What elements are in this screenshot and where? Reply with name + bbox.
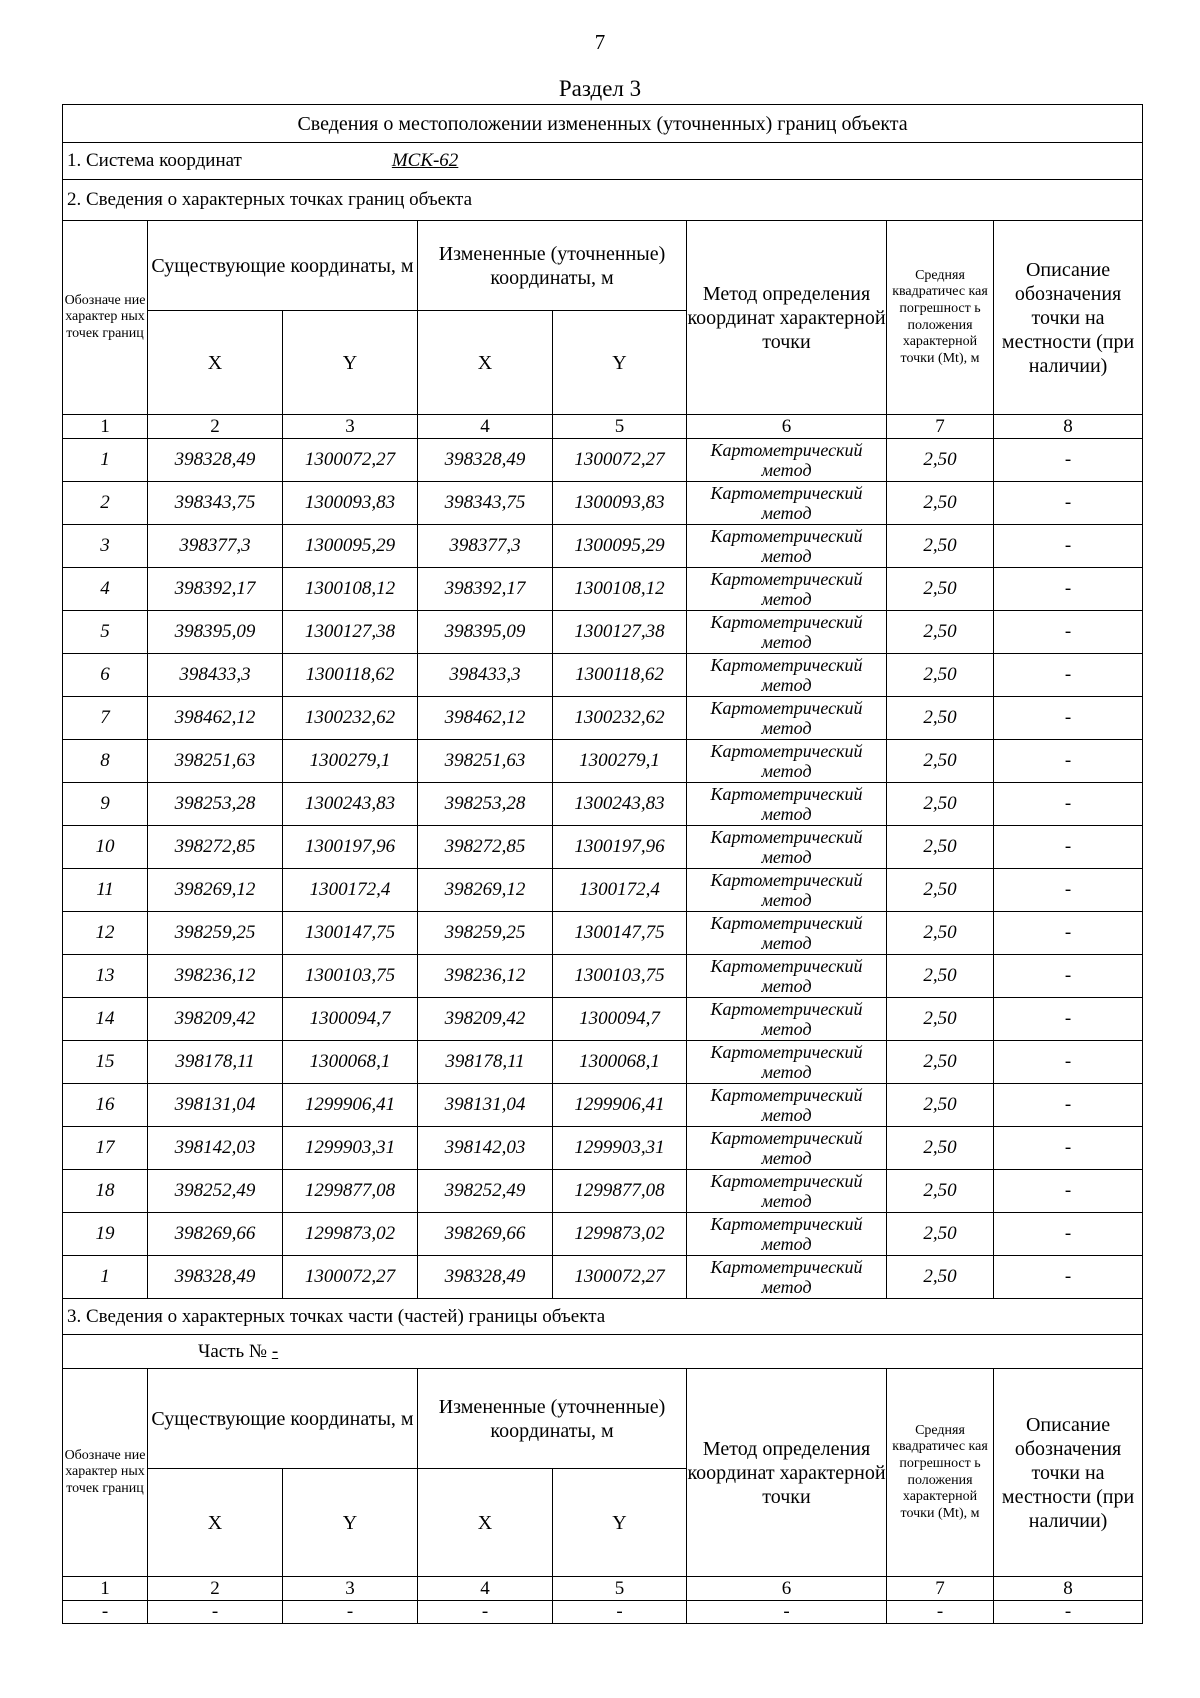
point-row: [63, 955, 1143, 998]
method: Картометрический метод: [687, 1256, 887, 1299]
description: -: [994, 869, 1143, 912]
changed-x: 398209,42: [418, 998, 553, 1041]
description: -: [994, 1084, 1143, 1127]
mt-value: 2,50: [887, 525, 994, 568]
point-row: [63, 998, 1143, 1041]
changed-x: 398433,3: [418, 654, 553, 697]
mt-value: 2,50: [887, 740, 994, 783]
existing-y: 1300094,7: [283, 998, 418, 1041]
part-header-description: Описание обозначения точки на местности (при наличии): [994, 1369, 1143, 1577]
point-number: 11: [63, 869, 148, 912]
changed-x: 398178,11: [418, 1041, 553, 1084]
description: -: [994, 439, 1143, 482]
description: -: [994, 568, 1143, 611]
parts-heading: 3. Сведения о характерных точках части (частей) границы объекта: [63, 1299, 1143, 1335]
description: -: [994, 998, 1143, 1041]
existing-y: 1299906,41: [283, 1084, 418, 1127]
existing-y: 1300093,83: [283, 482, 418, 525]
point-row: [63, 439, 1143, 482]
existing-x: 398269,66: [148, 1213, 283, 1256]
changed-y: 1300232,62: [553, 697, 687, 740]
method: Картометрический метод: [687, 1041, 887, 1084]
coord-system-label: 1. Система координат: [67, 150, 242, 172]
part-cell: -: [418, 1601, 553, 1624]
coord-system-value: МСК-62: [391, 150, 459, 172]
mt-value: 2,50: [887, 482, 994, 525]
existing-y: 1300068,1: [283, 1041, 418, 1084]
existing-x: 398269,12: [148, 869, 283, 912]
changed-x: 398251,63: [418, 740, 553, 783]
header-description: Описание обозначения точки на местности (при наличии): [994, 221, 1143, 415]
point-row: [63, 1213, 1143, 1256]
existing-x: 398343,75: [148, 482, 283, 525]
changed-y: 1300093,83: [553, 482, 687, 525]
point-number: 8: [63, 740, 148, 783]
column-numbers-row: [63, 415, 1143, 439]
column-number: 2: [148, 415, 283, 439]
mt-value: 2,50: [887, 611, 994, 654]
method: Картометрический метод: [687, 955, 887, 998]
point-row: [63, 525, 1143, 568]
changed-y: 1300147,75: [553, 912, 687, 955]
changed-x: 398462,12: [418, 697, 553, 740]
changed-y: 1300068,1: [553, 1041, 687, 1084]
changed-y: 1300118,62: [553, 654, 687, 697]
part-column-number: 6: [687, 1577, 887, 1601]
part-cell: -: [283, 1601, 418, 1624]
point-number: 9: [63, 783, 148, 826]
changed-y: 1300103,75: [553, 955, 687, 998]
part-number-row: [63, 1335, 1143, 1369]
method: Картометрический метод: [687, 912, 887, 955]
changed-x: 398392,17: [418, 568, 553, 611]
description: -: [994, 697, 1143, 740]
existing-x: 398377,3: [148, 525, 283, 568]
part-cell: -: [994, 1601, 1143, 1624]
column-number: 8: [994, 415, 1143, 439]
existing-y: 1300279,1: [283, 740, 418, 783]
point-number: 2: [63, 482, 148, 525]
existing-y: 1300172,4: [283, 869, 418, 912]
changed-y: 1300243,83: [553, 783, 687, 826]
method: Картометрический метод: [687, 826, 887, 869]
header-existing-coords: Существующие координаты, м: [148, 221, 418, 311]
column-number: 1: [63, 415, 148, 439]
existing-y: 1299903,31: [283, 1127, 418, 1170]
changed-y: 1300108,12: [553, 568, 687, 611]
existing-y: 1300072,27: [283, 1256, 418, 1299]
part-column-number: 1: [63, 1577, 148, 1601]
part-cell: -: [148, 1601, 283, 1624]
part-header-x-changed: X: [418, 1469, 553, 1577]
part-cell: -: [553, 1601, 687, 1624]
column-number: 6: [687, 415, 887, 439]
header-error: Средняя квадратичес кая погрешност ь положения характерной точки (Mt), м: [887, 221, 994, 415]
header-method: Метод определения координат характерной точки: [687, 221, 887, 415]
point-number: 10: [63, 826, 148, 869]
changed-x: 398328,49: [418, 1256, 553, 1299]
method: Картометрический метод: [687, 998, 887, 1041]
header-point-designation: Обозначе ние характер ных точек границ: [63, 221, 148, 415]
part-data-row: [63, 1601, 1143, 1624]
mt-value: 2,50: [887, 1213, 994, 1256]
existing-x: 398462,12: [148, 697, 283, 740]
mt-value: 2,50: [887, 955, 994, 998]
point-row: [63, 654, 1143, 697]
point-row: [63, 1127, 1143, 1170]
description: -: [994, 1256, 1143, 1299]
changed-y: 1300072,27: [553, 439, 687, 482]
existing-x: 398395,09: [148, 611, 283, 654]
point-number: 18: [63, 1170, 148, 1213]
method: Картометрический метод: [687, 1127, 887, 1170]
mt-value: 2,50: [887, 826, 994, 869]
point-number: 5: [63, 611, 148, 654]
coord-system-row: [63, 143, 1143, 180]
point-number: 3: [63, 525, 148, 568]
mt-value: 2,50: [887, 869, 994, 912]
point-number: 16: [63, 1084, 148, 1127]
point-number: 4: [63, 568, 148, 611]
existing-x: 398272,85: [148, 826, 283, 869]
column-number: 7: [887, 415, 994, 439]
header-y-existing: Y: [283, 311, 418, 415]
mt-value: 2,50: [887, 912, 994, 955]
changed-x: 398253,28: [418, 783, 553, 826]
description: -: [994, 740, 1143, 783]
description: -: [994, 783, 1143, 826]
header-x-changed: X: [418, 311, 553, 415]
point-number: 1: [63, 439, 148, 482]
mt-value: 2,50: [887, 654, 994, 697]
description: -: [994, 955, 1143, 998]
part-column-number: 5: [553, 1577, 687, 1601]
description: -: [994, 611, 1143, 654]
existing-y: 1300232,62: [283, 697, 418, 740]
method: Картометрический метод: [687, 1213, 887, 1256]
point-number: 6: [63, 654, 148, 697]
header-x-existing: X: [148, 311, 283, 415]
part-cell: -: [63, 1601, 148, 1624]
description: -: [994, 525, 1143, 568]
existing-y: 1300147,75: [283, 912, 418, 955]
point-row: [63, 1256, 1143, 1299]
existing-x: 398328,49: [148, 1256, 283, 1299]
part-value: -: [271, 1340, 279, 1362]
description: -: [994, 1213, 1143, 1256]
changed-y: 1300094,7: [553, 998, 687, 1041]
changed-y: 1300127,38: [553, 611, 687, 654]
mt-value: 2,50: [887, 1256, 994, 1299]
part-column-number: 2: [148, 1577, 283, 1601]
changed-x: 398377,3: [418, 525, 553, 568]
method: Картометрический метод: [687, 1170, 887, 1213]
point-row: [63, 611, 1143, 654]
method: Картометрический метод: [687, 482, 887, 525]
point-row: [63, 568, 1143, 611]
mt-value: 2,50: [887, 1084, 994, 1127]
point-row: [63, 912, 1143, 955]
point-row: [63, 1170, 1143, 1213]
method: Картометрический метод: [687, 654, 887, 697]
point-number: 7: [63, 697, 148, 740]
column-number: 4: [418, 415, 553, 439]
changed-y: 1299906,41: [553, 1084, 687, 1127]
mt-value: 2,50: [887, 783, 994, 826]
existing-x: 398251,63: [148, 740, 283, 783]
method: Картометрический метод: [687, 525, 887, 568]
mt-value: 2,50: [887, 568, 994, 611]
point-number: 13: [63, 955, 148, 998]
point-number: 17: [63, 1127, 148, 1170]
part-column-number: 8: [994, 1577, 1143, 1601]
part-header-changed-coords: Измененные (уточненные) координаты, м: [418, 1369, 687, 1469]
main-table: [62, 104, 1143, 1624]
existing-y: 1300103,75: [283, 955, 418, 998]
description: -: [994, 654, 1143, 697]
method: Картометрический метод: [687, 697, 887, 740]
mt-value: 2,50: [887, 439, 994, 482]
description: -: [994, 912, 1143, 955]
part-column-numbers-row: [63, 1577, 1143, 1601]
existing-y: 1300127,38: [283, 611, 418, 654]
existing-x: 398209,42: [148, 998, 283, 1041]
part-header-x-existing: X: [148, 1469, 283, 1577]
point-row: [63, 482, 1143, 525]
point-rows: [63, 439, 1143, 1299]
part-header-point-designation: Обозначе ние характер ных точек границ: [63, 1369, 148, 1577]
point-number: 12: [63, 912, 148, 955]
changed-x: 398395,09: [418, 611, 553, 654]
changed-y: 1299873,02: [553, 1213, 687, 1256]
method: Картометрический метод: [687, 740, 887, 783]
changed-x: 398343,75: [418, 482, 553, 525]
part-header-y-existing: Y: [283, 1469, 418, 1577]
point-number: 1: [63, 1256, 148, 1299]
point-row: [63, 740, 1143, 783]
existing-x: 398178,11: [148, 1041, 283, 1084]
changed-y: 1299903,31: [553, 1127, 687, 1170]
part-column-number: 4: [418, 1577, 553, 1601]
method: Картометрический метод: [687, 1084, 887, 1127]
changed-x: 398236,12: [418, 955, 553, 998]
method: Картометрический метод: [687, 439, 887, 482]
changed-y: 1300172,4: [553, 869, 687, 912]
description: -: [994, 1127, 1143, 1170]
description: -: [994, 1041, 1143, 1084]
mt-value: 2,50: [887, 998, 994, 1041]
part-cell: -: [887, 1601, 994, 1624]
mt-value: 2,50: [887, 1127, 994, 1170]
existing-y: 1300072,27: [283, 439, 418, 482]
method: Картометрический метод: [687, 568, 887, 611]
existing-x: 398328,49: [148, 439, 283, 482]
part-header-y-changed: Y: [553, 1469, 687, 1577]
mt-value: 2,50: [887, 1041, 994, 1084]
changed-x: 398142,03: [418, 1127, 553, 1170]
existing-x: 398131,04: [148, 1084, 283, 1127]
changed-x: 398269,66: [418, 1213, 553, 1256]
point-row: [63, 1084, 1143, 1127]
point-row: [63, 826, 1143, 869]
part-header-error: Средняя квадратичес кая погрешност ь положения характерной точки (Mt), м: [887, 1369, 994, 1577]
existing-y: 1300095,29: [283, 525, 418, 568]
header-y-changed: Y: [553, 311, 687, 415]
point-row: [63, 697, 1143, 740]
description: -: [994, 482, 1143, 525]
point-row: [63, 1041, 1143, 1084]
method: Картометрический метод: [687, 869, 887, 912]
point-number: 14: [63, 998, 148, 1041]
existing-x: 398142,03: [148, 1127, 283, 1170]
table-title: Сведения о местоположении измененных (уточненных) границ объекта: [63, 105, 1143, 143]
description: -: [994, 1170, 1143, 1213]
existing-x: 398259,25: [148, 912, 283, 955]
part-column-number: 3: [283, 1577, 418, 1601]
changed-x: 398328,49: [418, 439, 553, 482]
point-number: 19: [63, 1213, 148, 1256]
changed-y: 1299877,08: [553, 1170, 687, 1213]
changed-y: 1300197,96: [553, 826, 687, 869]
method: Картометрический метод: [687, 611, 887, 654]
existing-y: 1299877,08: [283, 1170, 418, 1213]
existing-x: 398433,3: [148, 654, 283, 697]
point-row: [63, 783, 1143, 826]
part-header-existing-coords: Существующие координаты, м: [148, 1369, 418, 1469]
part-label: Часть №: [198, 1340, 268, 1362]
changed-x: 398272,85: [418, 826, 553, 869]
changed-y: 1300279,1: [553, 740, 687, 783]
page-number: 7: [594, 30, 606, 54]
existing-x: 398252,49: [148, 1170, 283, 1213]
points-heading: 2. Сведения о характерных точках границ объекта: [63, 180, 1143, 221]
mt-value: 2,50: [887, 697, 994, 740]
changed-x: 398269,12: [418, 869, 553, 912]
part-cell: -: [687, 1601, 887, 1624]
header-changed-coords: Измененные (уточненные) координаты, м: [418, 221, 687, 311]
existing-y: 1300108,12: [283, 568, 418, 611]
description: -: [994, 826, 1143, 869]
changed-x: 398131,04: [418, 1084, 553, 1127]
changed-x: 398252,49: [418, 1170, 553, 1213]
part-header-method: Метод определения координат характерной точки: [687, 1369, 887, 1577]
changed-x: 398259,25: [418, 912, 553, 955]
existing-y: 1299873,02: [283, 1213, 418, 1256]
point-number: 15: [63, 1041, 148, 1084]
point-row: [63, 869, 1143, 912]
existing-x: 398236,12: [148, 955, 283, 998]
existing-y: 1300118,62: [283, 654, 418, 697]
section-title: Раздел 3: [558, 76, 642, 101]
part-column-number: 7: [887, 1577, 994, 1601]
column-number: 3: [283, 415, 418, 439]
existing-x: 398253,28: [148, 783, 283, 826]
method: Картометрический метод: [687, 783, 887, 826]
existing-y: 1300197,96: [283, 826, 418, 869]
existing-x: 398392,17: [148, 568, 283, 611]
changed-y: 1300095,29: [553, 525, 687, 568]
existing-y: 1300243,83: [283, 783, 418, 826]
column-number: 5: [553, 415, 687, 439]
mt-value: 2,50: [887, 1170, 994, 1213]
changed-y: 1300072,27: [553, 1256, 687, 1299]
